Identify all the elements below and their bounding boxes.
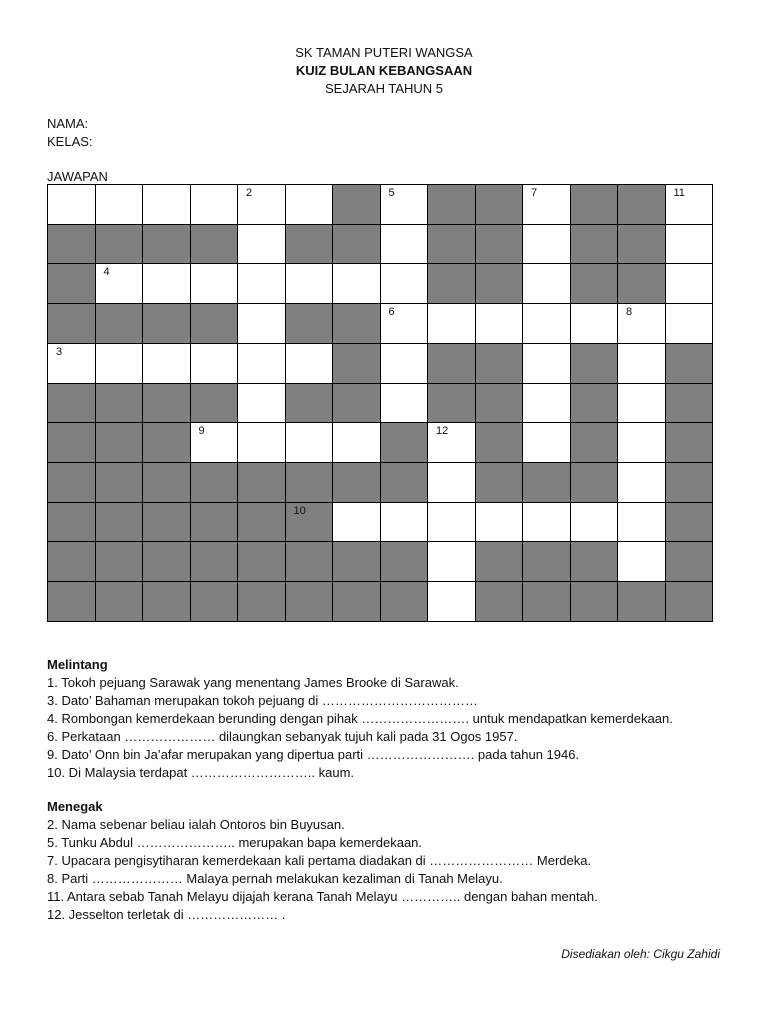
answer-label: JAWAPAN [47, 169, 108, 184]
crossword-cell[interactable] [238, 264, 286, 304]
crossword-cell[interactable] [618, 423, 666, 463]
down-clues [47, 798, 737, 924]
crossword-cell-black [238, 463, 286, 503]
crossword-cell-black [571, 185, 619, 225]
across-clue: 6. Perkataan ………………… dilaungkan sebanyak tujuh kali pada 31 Ogos 1957. [47, 729, 518, 744]
crossword-cell-black [618, 185, 666, 225]
crossword-cell-black [333, 384, 381, 424]
crossword-cell[interactable] [428, 304, 476, 344]
across-clues [47, 656, 737, 782]
crossword-cell[interactable] [191, 185, 239, 225]
crossword-cell[interactable] [381, 304, 429, 344]
crossword-cell-black [191, 582, 239, 622]
crossword-cell-black [48, 463, 96, 503]
crossword-cell-black [333, 582, 381, 622]
crossword-cell[interactable] [238, 344, 286, 384]
crossword-cell[interactable] [428, 503, 476, 543]
crossword-cell[interactable] [618, 463, 666, 503]
crossword-cell-black [143, 582, 191, 622]
clue-number: 7 [531, 187, 538, 199]
across-clue: 1. Tokoh pejuang Sarawak yang menentang James Brooke di Sarawak. [47, 675, 459, 690]
crossword-cell-black [143, 225, 191, 265]
crossword-cell[interactable] [523, 503, 571, 543]
crossword-cell-black [48, 423, 96, 463]
crossword-cell-black [523, 582, 571, 622]
crossword-cell-black [618, 264, 666, 304]
crossword-cell-black [96, 384, 144, 424]
crossword-cell-black [476, 225, 524, 265]
crossword-cell[interactable] [523, 344, 571, 384]
down-clue: 12. Jesselton terletak di ………………… . [47, 907, 286, 922]
crossword-cell-black [571, 423, 619, 463]
crossword-cell[interactable] [48, 185, 96, 225]
crossword-cell[interactable] [238, 423, 286, 463]
crossword-cell[interactable] [333, 264, 381, 304]
crossword-cell[interactable] [381, 503, 429, 543]
crossword-cell-black [476, 582, 524, 622]
crossword-cell-black [286, 542, 334, 582]
clue-number: 2 [246, 187, 253, 199]
crossword-cell[interactable] [523, 225, 571, 265]
crossword-cell[interactable] [191, 264, 239, 304]
crossword-cell-black [143, 463, 191, 503]
crossword-cell[interactable] [428, 582, 476, 622]
crossword-cell[interactable] [143, 264, 191, 304]
crossword-cell[interactable] [238, 384, 286, 424]
quiz-title: KUIZ BULAN KEBANGSAAN [295, 63, 473, 78]
crossword-cell-black [96, 225, 144, 265]
school-name: SK TAMAN PUTERI WANGSA [295, 45, 473, 60]
crossword-cell[interactable] [618, 304, 666, 344]
crossword-cell-black [381, 463, 429, 503]
down-clue: 11. Antara sebab Tanah Melayu dijajah kerana Tanah Melayu ………….. dengan bahan mentah. [47, 889, 598, 904]
crossword-cell[interactable] [238, 185, 286, 225]
crossword-cell-black [286, 384, 334, 424]
crossword-cell-black [96, 582, 144, 622]
clue-number: 9 [198, 425, 205, 438]
crossword-cell-black [523, 542, 571, 582]
crossword-cell-black [428, 384, 476, 424]
crossword-cell[interactable] [48, 344, 96, 384]
prepared-by: Disediakan oleh: Cikgu Zahidi [561, 947, 720, 961]
crossword-cell[interactable] [618, 542, 666, 582]
crossword-cell-black [381, 423, 429, 463]
crossword-cell-black [238, 582, 286, 622]
crossword-cell-black [476, 264, 524, 304]
clue-number: 12 [436, 425, 449, 438]
crossword-cell[interactable] [381, 225, 429, 265]
crossword-cell-black [143, 423, 191, 463]
crossword-cell-black [48, 225, 96, 265]
crossword-cell-black [191, 503, 239, 543]
crossword-cell-black [333, 185, 381, 225]
crossword-cell-black [191, 384, 239, 424]
crossword-cell-black [571, 344, 619, 384]
crossword-cell-black [666, 344, 714, 384]
crossword-cell-black [428, 225, 476, 265]
crossword-cell-black [571, 384, 619, 424]
across-clue: 9. Dato’ Onn bin Ja’afar merupakan yang dipertua parti ……………………. pada tahun 1946. [47, 747, 580, 762]
across-title: Melintang [47, 657, 108, 672]
crossword-cell[interactable] [381, 384, 429, 424]
crossword-cell-black [48, 542, 96, 582]
crossword-cell-black [143, 304, 191, 344]
crossword-cell-black [48, 304, 96, 344]
crossword-cell-black [48, 503, 96, 543]
crossword-cell[interactable] [191, 423, 239, 463]
crossword-cell-black [666, 384, 714, 424]
crossword-cell-black [428, 185, 476, 225]
crossword-cell-black [96, 463, 144, 503]
crossword-cell[interactable] [523, 384, 571, 424]
crossword-cell-black [476, 542, 524, 582]
crossword-grid [47, 184, 713, 622]
crossword-cell[interactable] [381, 344, 429, 384]
clue-number: 10 [293, 504, 306, 517]
crossword-cell[interactable] [286, 423, 334, 463]
crossword-cell-black [143, 503, 191, 543]
crossword-cell[interactable] [618, 503, 666, 543]
crossword-cell[interactable] [666, 185, 714, 225]
crossword-cell[interactable] [381, 185, 429, 225]
crossword-cell[interactable] [571, 304, 619, 344]
crossword-cell[interactable] [96, 185, 144, 225]
crossword-cell[interactable] [666, 225, 714, 265]
crossword-cell[interactable] [286, 344, 334, 384]
crossword-cell-black [238, 542, 286, 582]
crossword-cell[interactable] [286, 185, 334, 225]
crossword-cell-black [381, 542, 429, 582]
crossword-cell-black [476, 423, 524, 463]
clue-number: 11 [673, 187, 685, 199]
across-clue: 3. Dato’ Bahaman merupakan tokoh pejuang di ……………………………… [47, 693, 478, 708]
crossword-cell-black [143, 384, 191, 424]
crossword-cell-black [191, 304, 239, 344]
crossword-cell-black [333, 542, 381, 582]
crossword-cell-black [571, 463, 619, 503]
crossword-cell[interactable] [666, 304, 714, 344]
crossword-cell-black [666, 463, 714, 503]
crossword-cell[interactable] [523, 185, 571, 225]
crossword-cell-black [96, 503, 144, 543]
crossword-cell[interactable] [143, 344, 191, 384]
name-label: NAMA: [47, 116, 89, 131]
crossword-cell-black [286, 304, 334, 344]
crossword-cell-black [333, 225, 381, 265]
crossword-cell-black [571, 582, 619, 622]
crossword-cell-black [476, 344, 524, 384]
crossword-cell[interactable] [238, 304, 286, 344]
crossword-cell-black [143, 542, 191, 582]
crossword-cell[interactable] [618, 384, 666, 424]
crossword-cell-black [476, 185, 524, 225]
crossword-cell[interactable] [286, 264, 334, 304]
crossword-cell-black [333, 463, 381, 503]
crossword-cell[interactable] [666, 264, 714, 304]
crossword-cell[interactable] [428, 423, 476, 463]
down-title: Menegak [47, 799, 103, 814]
crossword-cell-black [286, 503, 334, 543]
crossword-cell-black [666, 503, 714, 543]
clue-number: 3 [56, 345, 63, 358]
clue-number: 5 [388, 187, 395, 199]
crossword-cell-black [666, 423, 714, 463]
crossword-cell[interactable] [523, 264, 571, 304]
across-clue: 4. Rombongan kemerdekaan berunding dengan pihak ……………………. untuk mendapatkan kemerdekaan. [47, 711, 673, 726]
crossword-cell[interactable] [618, 344, 666, 384]
crossword-cell[interactable] [428, 463, 476, 503]
down-clue: 2. Nama sebenar beliau ialah Ontoros bin Buyusan. [47, 817, 345, 832]
crossword-cell-black [666, 542, 714, 582]
clue-number: 4 [103, 266, 110, 279]
crossword-cell-black [571, 542, 619, 582]
crossword-cell[interactable] [476, 304, 524, 344]
clue-number: 6 [388, 306, 395, 319]
crossword-cell[interactable] [428, 542, 476, 582]
crossword-cell[interactable] [96, 344, 144, 384]
crossword-cell[interactable] [381, 264, 429, 304]
crossword-cell-black [476, 463, 524, 503]
crossword-cell[interactable] [96, 264, 144, 304]
across-clue: 10. Di Malaysia terdapat ……………………….. kaum. [47, 765, 355, 780]
crossword-cell-black [523, 463, 571, 503]
crossword-cell[interactable] [143, 185, 191, 225]
crossword-cell-black [618, 225, 666, 265]
down-clue: 5. Tunku Abdul ………………….. merupakan bapa kemerdekaan. [47, 835, 423, 850]
crossword-cell-black [48, 582, 96, 622]
crossword-cell[interactable] [523, 423, 571, 463]
crossword-cell-black [618, 582, 666, 622]
crossword-cell[interactable] [571, 503, 619, 543]
crossword-cell[interactable] [523, 304, 571, 344]
crossword-cell-black [286, 463, 334, 503]
crossword-cell-black [96, 304, 144, 344]
crossword-cell-black [571, 264, 619, 304]
crossword-cell-black [333, 344, 381, 384]
down-clue: 8. Parti ………………… Malaya pernah melakukan kezaliman di Tanah Melayu. [47, 871, 503, 886]
down-clue: 7. Upacara pengisytiharan kemerdekaan kali pertama diadakan di …………………… Merdeka. [47, 853, 592, 868]
crossword-cell-black [191, 463, 239, 503]
crossword-cell-black [48, 384, 96, 424]
crossword-cell-black [191, 225, 239, 265]
clue-number: 8 [626, 306, 633, 319]
crossword-cell[interactable] [238, 225, 286, 265]
crossword-cell-black [191, 542, 239, 582]
document-header [0, 44, 768, 98]
crossword-cell-black [571, 225, 619, 265]
crossword-cell-black [666, 582, 714, 622]
class-label: KELAS: [47, 134, 93, 149]
crossword-cell-black [96, 542, 144, 582]
crossword-cell-black [48, 264, 96, 304]
crossword-cell-black [428, 344, 476, 384]
crossword-cell-black [381, 582, 429, 622]
crossword-cell-black [238, 503, 286, 543]
crossword-cell[interactable] [333, 503, 381, 543]
subject-title: SEJARAH TAHUN 5 [325, 81, 443, 96]
crossword-cell[interactable] [191, 344, 239, 384]
crossword-cell-black [476, 384, 524, 424]
crossword-cell-black [286, 225, 334, 265]
crossword-cell-black [286, 582, 334, 622]
crossword-cell-black [96, 423, 144, 463]
crossword-cell[interactable] [333, 423, 381, 463]
crossword-cell[interactable] [476, 503, 524, 543]
crossword-cell-black [428, 264, 476, 304]
crossword-cell-black [333, 304, 381, 344]
